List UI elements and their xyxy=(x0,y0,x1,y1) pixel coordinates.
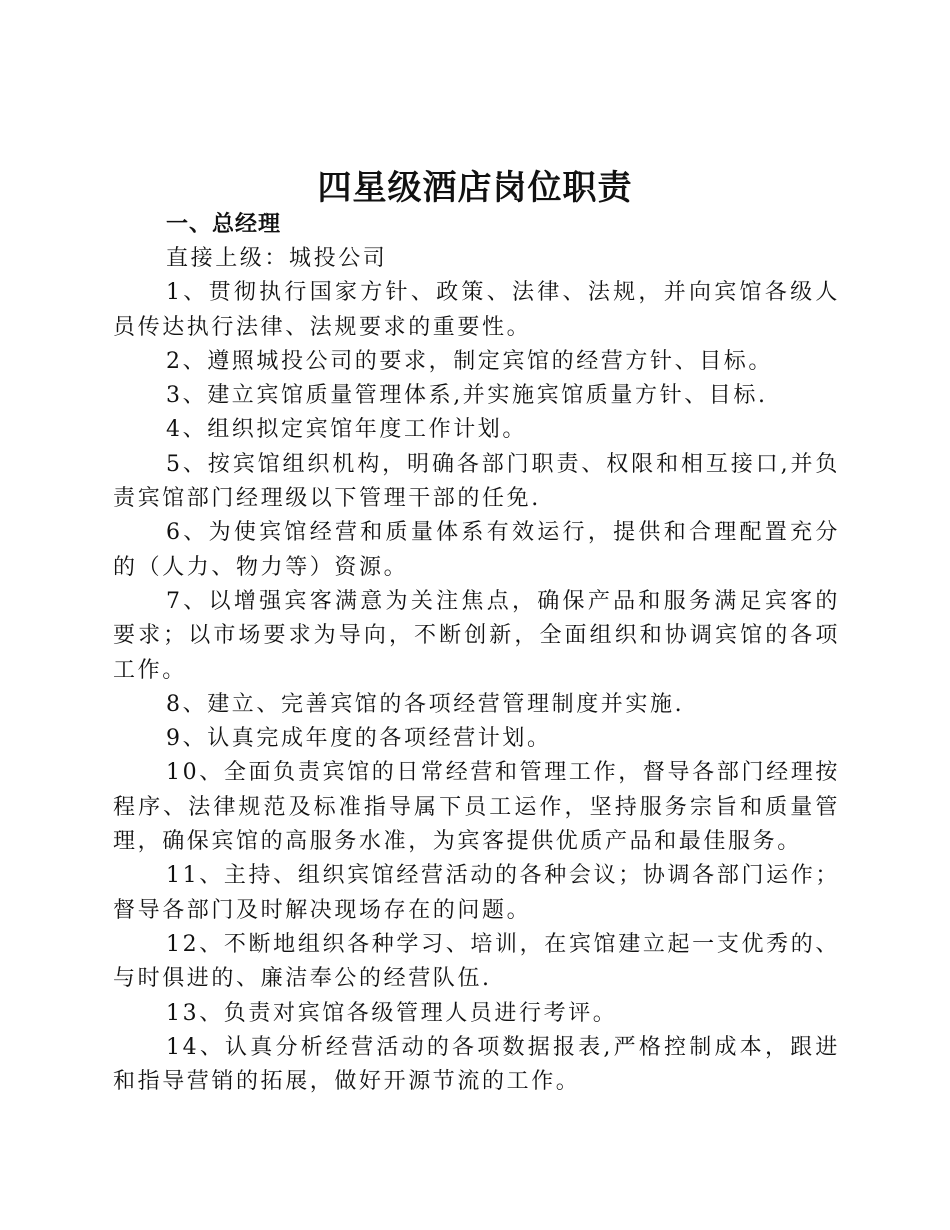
duty-item: 12、不断地组织各种学习、培训，在宾馆建立起一支优秀的、与时俱进的、廉洁奉公的经营队伍. xyxy=(113,931,840,992)
duty-item: 7、以增强宾客满意为关注焦点，确保产品和服务满足宾客的要求；以市场要求为导向，不断创新，全面组织和协调宾馆的各项工作。 xyxy=(113,588,840,683)
duty-item: 2、遵照城投公司的要求，制定宾馆的经营方针、目标。 xyxy=(166,348,773,374)
duty-item: 6、为使宾馆经营和质量体系有效运行，提供和合理配置充分的（人力、物力等）资源。 xyxy=(113,520,840,580)
section-heading: 一、总经理 xyxy=(166,212,282,237)
duty-item: 11、主持、组织宾馆经营活动的各种会议；协调各部门运作；督导各部门及时解决现场存在的问题。 xyxy=(113,863,840,923)
duty-item: 5、按宾馆组织机构，明确各部门职责、权限和相互接口,并负责宾馆部门经理级以下管理干部的任免. xyxy=(113,451,840,512)
duty-item: 10、全面负责宾馆的日常经营和管理工作，督导各部门经理按程序、法律规范及标准指导属下员工运作，坚持服务宗旨和质量管理，确保宾馆的高服务水准，为宾客提供优质产品和最佳服务。 xyxy=(113,760,840,855)
duty-item: 13、负责对宾馆各级管理人员进行考评。 xyxy=(166,1000,618,1026)
paragraph-supervisor: 直接上级：城投公司 xyxy=(166,246,388,271)
duty-item: 4、组织拟定宾馆年度工作计划。 xyxy=(166,417,527,443)
duty-item: 8、建立、完善宾馆的各项经营管理制度并实施. xyxy=(166,691,685,717)
document-title: 四星级酒店岗位职责 xyxy=(317,168,633,208)
document-body xyxy=(113,242,840,1099)
duty-item: 3、建立宾馆质量管理体系,并实施宾馆质量方针、目标. xyxy=(166,383,768,409)
duty-item: 9、认真完成年度的各项经营计划。 xyxy=(166,726,552,752)
duty-item: 1、贯彻执行国家方针、政策、法律、法规，并向宾馆各级人员传达执行法律、法规要求的重要性。 xyxy=(113,280,840,340)
duty-item: 14、认真分析经营活动的各项数据报表,严格控制成本，跟进和指导营销的拓展，做好开源节流的工作。 xyxy=(113,1034,840,1095)
